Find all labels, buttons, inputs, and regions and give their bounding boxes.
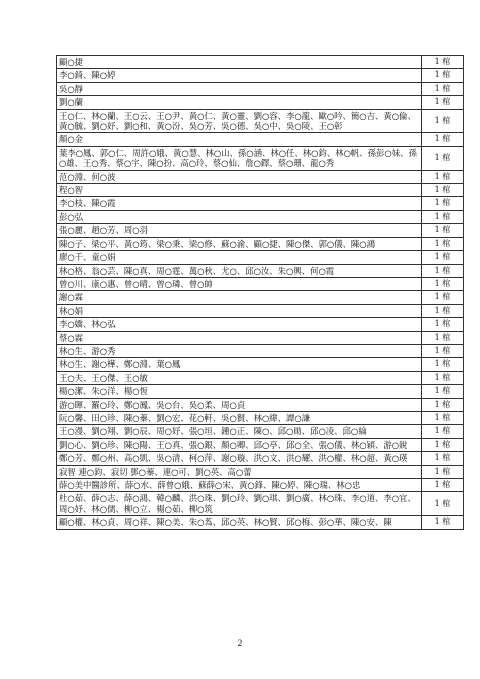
coffin-count-cell: 1 棺 [422, 133, 464, 146]
coffin-count-cell: 1 棺 [422, 452, 464, 465]
coffin-count-cell: 1 棺 [422, 109, 464, 133]
donor-names-cell: 林○生、謝○樺、鄭○淵、葉○鳳 [57, 358, 422, 371]
table-row [57, 251, 464, 264]
donor-names-cell: 謝○霖 [57, 291, 422, 304]
donor-names-cell: 劉○心、劉○珍、陳○陽、王○真、張○銀、顏○卿、邱○亭、邱○全、張○儀、林○穎、游○銳 [57, 438, 422, 451]
coffin-count-cell: 1 棺 [422, 465, 464, 478]
table-row [57, 197, 464, 210]
donor-names-cell: 王○仁、林○蘭、王○云、王○尹、黃○仁、黃○靈、劉○容、李○龍、歐○吟、簡○吉、黃○倫、黃○毓、劉○妤、劉○和、黃○汾、吳○芳、吳○德、吳○中、吳○陵、王○彰 [57, 109, 422, 133]
donor-names-cell: 劉○蘭 [57, 96, 422, 109]
coffin-count-cell: 1 棺 [422, 264, 464, 277]
coffin-count-cell: 1 棺 [422, 82, 464, 95]
donor-names-cell: 王○漫、劉○翔、劉○辰、周○妤、張○垣、鍾○正、陳○、邱○勛、邱○凌、邱○綸 [57, 425, 422, 438]
table-row [57, 465, 464, 478]
coffin-count-cell: 1 棺 [422, 385, 464, 398]
table-row [57, 304, 464, 317]
donor-names-cell: 薛○美中醫診所、薛○水、薛曾○娥、蘇薛○宋、黃○鋒、陳○婷、陳○瑞、林○忠 [57, 479, 422, 492]
donor-names-cell: 王○夫、王○傑、王○敏 [57, 371, 422, 384]
coffin-count-cell: 1 棺 [422, 331, 464, 344]
donor-names-cell: 杜○茹、薛○志、薛○鴻、韓○麟、洪○珠、劉○玲、劉○琪、劉○廣、林○珠、李○道、李○宜、周○妤、林○儒、柳○立、楊○茹、柳○筑 [57, 492, 422, 516]
coffin-count-cell: 1 棺 [422, 69, 464, 82]
coffin-count-cell: 1 棺 [422, 146, 464, 170]
donor-names-cell: 廖○千、童○娟 [57, 251, 422, 264]
coffin-count-cell: 1 棺 [422, 398, 464, 411]
coffin-count-cell: 1 棺 [422, 184, 464, 197]
coffin-count-cell: 1 棺 [422, 237, 464, 250]
table-row [57, 237, 464, 250]
coffin-count-cell: 1 棺 [422, 291, 464, 304]
donor-names-cell: 游○暉、羅○玲、鄭○鳳、吳○台、吳○柔、周○貞 [57, 398, 422, 411]
table-row [57, 411, 464, 424]
table-row [57, 146, 464, 170]
table-row [57, 425, 464, 438]
table-row [57, 371, 464, 384]
table-row [57, 184, 464, 197]
table-row [57, 385, 464, 398]
coffin-count-cell: 1 棺 [422, 318, 464, 331]
table-row [57, 344, 464, 357]
coffin-count-cell: 1 棺 [422, 479, 464, 492]
donor-names-cell: 顧○捷 [57, 56, 422, 69]
table-row [57, 291, 464, 304]
donor-names-cell: 阮○馨、田○珍、陳○蓁、劉○宏、花○軒、吳○賢、林○緯、譚○謙 [57, 411, 422, 424]
donor-names-cell: 顧○權、林○貞、周○祥、陳○美、朱○蒍、邱○英、林○賢、邱○梅、彭○華、陳○安、陳 [57, 516, 422, 529]
coffin-count-cell: 1 棺 [422, 304, 464, 317]
donor-names-cell: 楊○潔、朱○洋、楊○恆 [57, 385, 422, 398]
coffin-count-cell: 1 棺 [422, 224, 464, 237]
donor-names-cell: 葉李○鳳、郭○仁、周許○娥、黃○慧、林○山、孫○涵、林○任、林○鈞、林○帆、孫彭○妹、孫○雄、王○秀、蔡○宇、陳○扮、高○玲、蔡○仙、詹○鐸、蔡○珊、龍○秀 [57, 146, 422, 170]
donor-names-cell: 林○格、翁○芸、陳○真、周○霆、萬○秋、尤○、邱○汝、朱○興、何○霞 [57, 264, 422, 277]
page-number: 2 [237, 638, 243, 648]
coffin-count-cell: 1 棺 [422, 492, 464, 516]
donor-names-cell: 李○嬌、林○弘 [57, 318, 422, 331]
coffin-count-cell: 1 棺 [422, 438, 464, 451]
coffin-count-cell: 1 棺 [422, 516, 464, 529]
coffin-count-cell: 1 棺 [422, 210, 464, 223]
table-row [57, 224, 464, 237]
coffin-count-cell: 1 棺 [422, 371, 464, 384]
table-row [57, 133, 464, 146]
donor-names-cell: 曾○川、康○惠、曾○晴、曾○璘、曾○帥 [57, 277, 422, 290]
donor-names-cell: 林○生、游○秀 [57, 344, 422, 357]
table-row [57, 170, 464, 183]
table-body [57, 56, 464, 530]
coffin-count-cell: 1 棺 [422, 358, 464, 371]
coffin-count-cell: 1 棺 [422, 197, 464, 210]
donor-names-cell: 陳○子、梁○平、黃○筠、梁○秉、梁○修、蘇○渝、顧○捷、陳○傑、郭○儀、陳○鴻 [57, 237, 422, 250]
coffin-count-cell: 1 棺 [422, 411, 464, 424]
donor-names-cell: 蔡○霖 [57, 331, 422, 344]
donor-names-cell: 顏○金 [57, 133, 422, 146]
coffin-count-cell: 1 棺 [422, 344, 464, 357]
table-row [57, 264, 464, 277]
table-row [57, 331, 464, 344]
table-row [57, 109, 464, 133]
donor-names-cell: 李○錡、陳○婷 [57, 69, 422, 82]
table-row [57, 516, 464, 529]
donation-table [56, 55, 464, 530]
donor-names-cell: 程○智 [57, 184, 422, 197]
table-row [57, 69, 464, 82]
table-row [57, 358, 464, 371]
donor-names-cell: 張○麗、趙○芳、周○羽 [57, 224, 422, 237]
table-row [57, 492, 464, 516]
coffin-count-cell: 1 棺 [422, 170, 464, 183]
table-row [57, 438, 464, 451]
table-row [57, 479, 464, 492]
table-row [57, 452, 464, 465]
donor-names-cell: 鄭○芳、鄭○州、高○凱、吳○清、柯○萍、謝○璇、洪○文、洪○耀、洪○權、林○超、黃○瑛 [57, 452, 422, 465]
donor-names-cell: 李○枝、陳○霞 [57, 197, 422, 210]
coffin-count-cell: 1 棺 [422, 425, 464, 438]
donor-names-cell: 林○娟 [57, 304, 422, 317]
coffin-count-cell: 1 棺 [422, 277, 464, 290]
donor-names-cell: 寂智 連○鈞、寂切 鄧○蓁、連○可、劉○英、高○蕾 [57, 465, 422, 478]
donor-names-cell: 范○淵、何○波 [57, 170, 422, 183]
table-row [57, 277, 464, 290]
table-row [57, 96, 464, 109]
table-row [57, 56, 464, 69]
coffin-count-cell: 1 棺 [422, 96, 464, 109]
coffin-count-cell: 1 棺 [422, 56, 464, 69]
coffin-count-cell: 1 棺 [422, 251, 464, 264]
table-row [57, 82, 464, 95]
donor-names-cell: 彭○弘 [57, 210, 422, 223]
donor-names-cell: 吳○靜 [57, 82, 422, 95]
table-row [57, 318, 464, 331]
table-row [57, 398, 464, 411]
table-row [57, 210, 464, 223]
